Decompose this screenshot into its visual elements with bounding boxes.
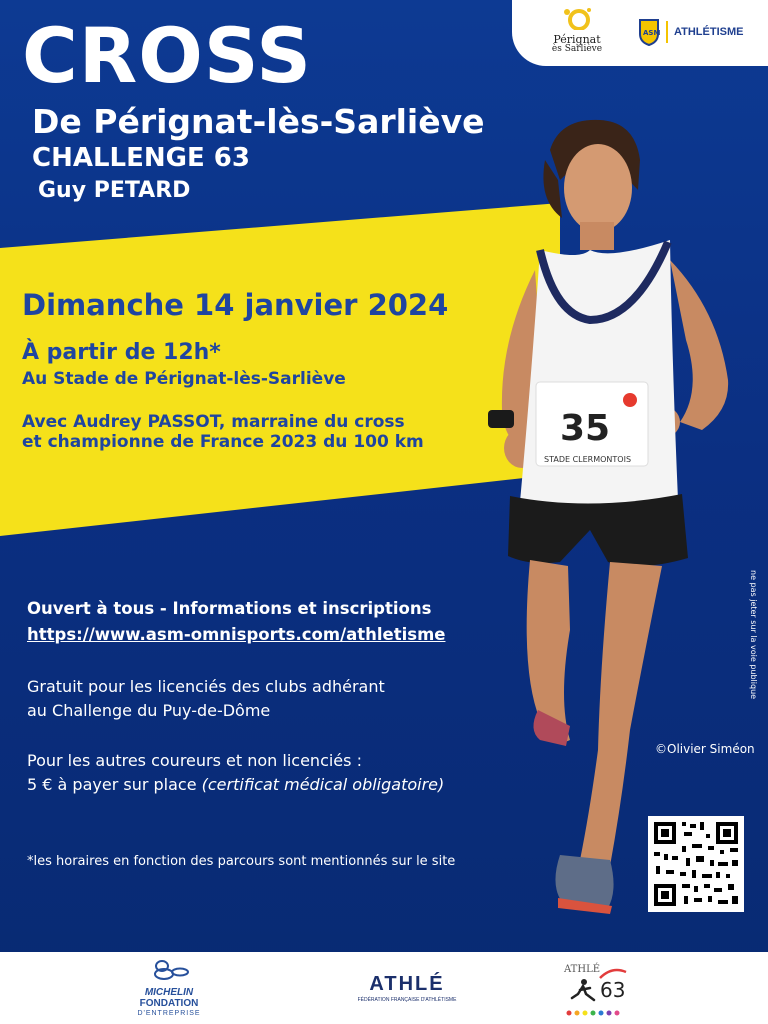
event-time: À partir de 12h* [22, 340, 221, 365]
subtitle-person: Guy PETARD [38, 178, 191, 203]
qr-code-icon [648, 816, 744, 912]
sponsor-footer [0, 952, 768, 1024]
athle-brand: ATHLÉ [369, 973, 445, 995]
info-other-line-2 [27, 774, 444, 796]
svg-text:ASM: ASM [643, 29, 660, 37]
info-other-line-1: Pour les autres coureurs et non licenciés : [27, 751, 362, 770]
michelin-logo [128, 958, 210, 1017]
asm-logo-label: ATHLÉTISME [674, 26, 744, 38]
event-venue: Au Stade de Pérignat-lès-Sarliève [22, 369, 346, 389]
disposal-note: ne pas jeter sur la voie publique [749, 570, 758, 700]
qr-code[interactable] [648, 816, 744, 912]
athle-sub: FÉDÉRATION FRANÇAISE D'ATHLÉTISME [357, 997, 457, 1003]
photo-credit: ©Olivier Siméon [655, 742, 755, 756]
perignat-logo-line1: Pérignat [553, 33, 601, 46]
color-dots-icon [566, 1010, 622, 1016]
athle63-logo [560, 962, 640, 1018]
bib-club: STADE CLERMONTOIS [544, 455, 632, 464]
poster-title: CROSS [22, 11, 312, 100]
athle-logo [352, 974, 462, 1003]
michelin-line1: FONDATION [139, 998, 199, 1009]
info-price: 5 € à payer sur place [27, 775, 202, 794]
michelin-man-icon [148, 958, 190, 984]
event-date: Dimanche 14 janvier 2024 [22, 288, 449, 322]
top-logo-panel [512, 0, 768, 66]
perignat-emblem-icon [557, 6, 597, 30]
registration-link[interactable]: https://www.asm-omnisports.com/athletisme [27, 625, 446, 644]
info-free-line-2: au Challenge du Puy-de-Dôme [27, 701, 271, 720]
perignat-logo-line2: ès Sarliève [551, 44, 603, 54]
runner-figure-icon [568, 978, 598, 1006]
athle63-number: 63 [600, 978, 626, 1002]
athle63-swoosh-icon [598, 966, 628, 980]
subtitle-challenge: CHALLENGE 63 [32, 143, 250, 173]
info-certificate-note: (certificat médical obligatoire) [201, 775, 445, 794]
michelin-line2: D'ENTREPRISE [137, 1010, 201, 1017]
perignat-logo [542, 6, 612, 62]
athle63-label: ATHLÉ [564, 964, 601, 975]
runner-photo [440, 110, 760, 920]
schedule-footnote: *les horaires en fonction des parcours sont mentionnés sur le site [27, 854, 456, 869]
patron-line-2: et championne de France 2023 du 100 km [22, 432, 424, 452]
asm-shield-icon [638, 18, 660, 46]
info-open-heading: Ouvert à tous - Informations et inscriptions [27, 599, 432, 618]
patron-line-1: Avec Audrey PASSOT, marraine du cross [22, 412, 405, 432]
bib-number: 35 [560, 408, 611, 449]
michelin-brand: MICHELIN [144, 987, 194, 998]
asm-logo [638, 16, 743, 48]
info-free-line-1: Gratuit pour les licenciés des clubs adhérant [27, 677, 385, 696]
subtitle-location: De Pérignat-lès-Sarliève [32, 102, 485, 141]
